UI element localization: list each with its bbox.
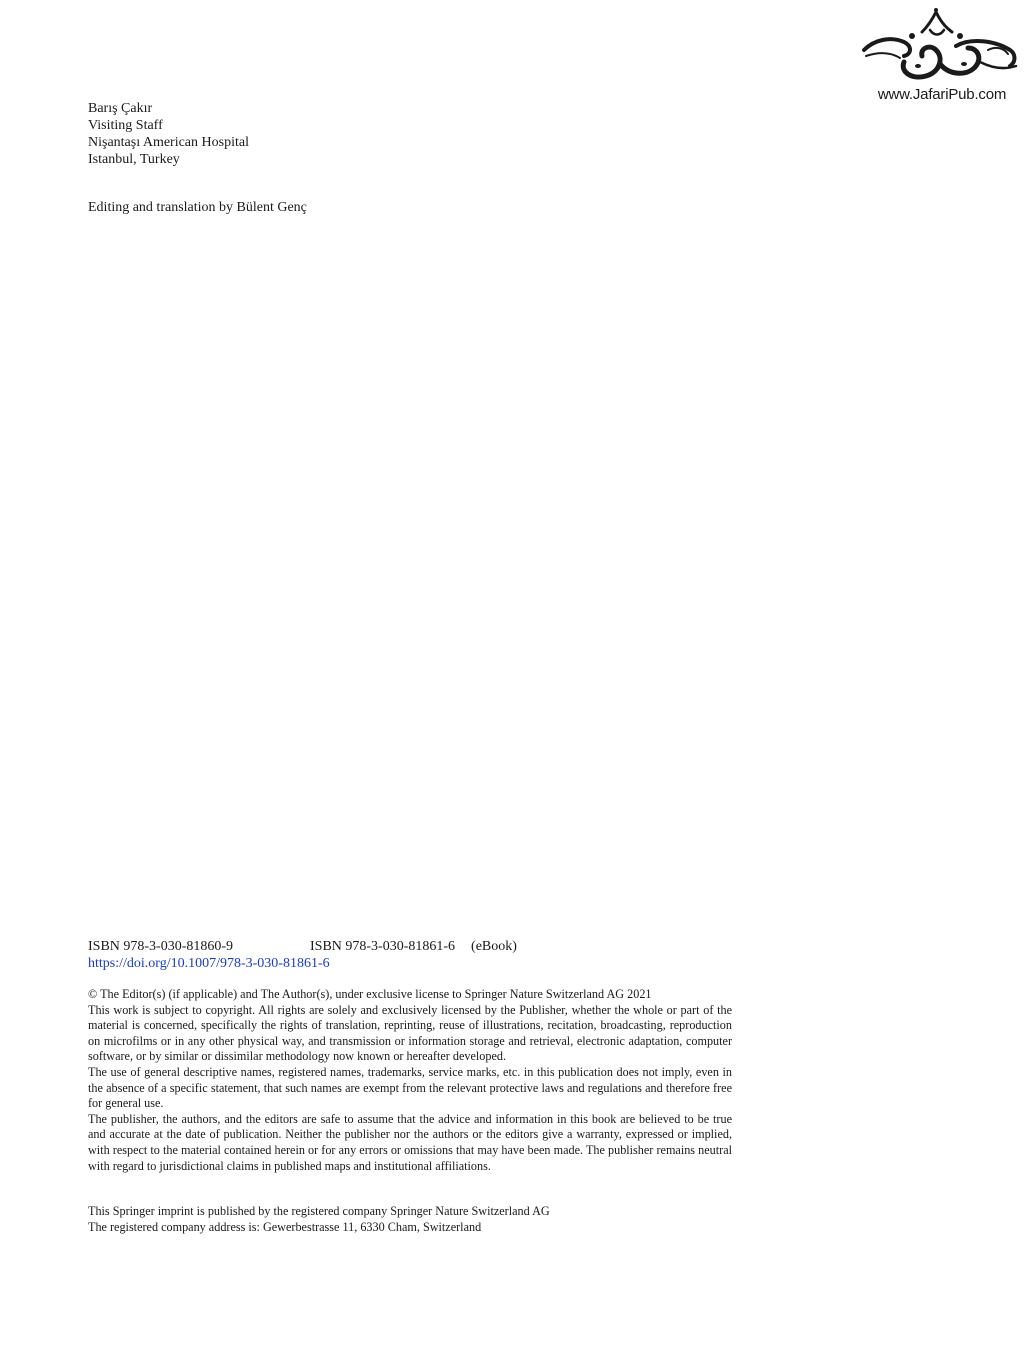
- isbn-ebook-label: (eBook): [471, 939, 517, 954]
- copyright-statement: © The Editor(s) (if applicable) and The Author(s), under exclusive license to Springer Nature Switzerland AG 2021: [88, 987, 652, 1001]
- publisher-logo[interactable]: [860, 6, 1020, 106]
- author-institution: Nişantaşı American Hospital: [88, 135, 249, 150]
- isbn-print: ISBN 978-3-030-81860-9: [88, 939, 234, 954]
- isbn-line: [88, 938, 517, 955]
- imprint-info: [88, 1204, 550, 1235]
- rights-statement: This work is subject to copyright. All rights are solely and exclusively licensed by the Publisher, whether the whole or part of the material is concerned, specifically the rights of translation, reprinting, reuse of illustrations, recitation, broadcasting, reproduction on microfilms or in any other physical way, and transmission or information storage and retrieval, electronic adaptation, computer software, or by similar or dissimilar methodology now known or hereafter developed.: [88, 1002, 732, 1064]
- imprint-line-address: The registered company address is: Gewerbestrasse 11, 6330 Cham, Switzerland: [88, 1219, 482, 1234]
- isbn-ebook: ISBN 978-3-030-81861-6: [310, 939, 456, 954]
- jafaripub-calligraphy-logo-icon: [860, 6, 1020, 86]
- editing-credit: Editing and translation by Bülent Genç: [88, 200, 307, 215]
- author-role: Visiting Staff: [88, 118, 163, 133]
- legal-notice: [88, 987, 732, 1174]
- author-affiliation: [88, 100, 249, 168]
- author-location: Istanbul, Turkey: [88, 152, 180, 167]
- author-name: Barış Çakır: [88, 101, 153, 116]
- doi-link[interactable]: https://doi.org/10.1007/978-3-030-81861-6: [88, 956, 330, 971]
- disclaimer-statement: The publisher, the authors, and the editors are safe to assume that the advice and information in this book are believed to be true and accurate at the date of publication. Neither the publisher nor the authors or the editors give a warranty, expressed or implied, with respect to the material contained herein or for any errors or omissions that may have been made. The publisher remains neutral with regard to jurisdictional claims in published maps and institutional affiliations.: [88, 1111, 732, 1173]
- trademark-statement: The use of general descriptive names, registered names, trademarks, service marks, etc. in this publication does not imply, even in the absence of a specific statement, that such names are exempt from the relevant protective laws and regulations and therefore free for general use.: [88, 1064, 732, 1111]
- imprint-line-publisher: This Springer imprint is published by the registered company Springer Nature Switzerland AG: [88, 1204, 550, 1218]
- publisher-url[interactable]: www.JafariPub.com: [877, 86, 1007, 103]
